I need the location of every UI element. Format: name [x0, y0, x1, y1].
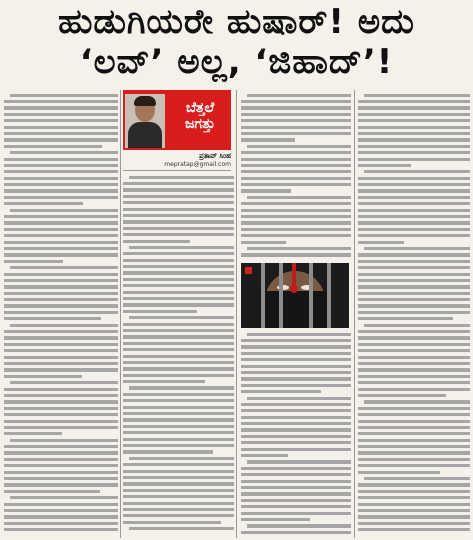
- column-title: ಬೆತ್ತಲೆ ಜಗತ್ತು: [184, 100, 216, 132]
- text-line: [358, 527, 470, 533]
- article-column-2: [123, 174, 234, 538]
- column-rule: [236, 90, 237, 538]
- author-email[interactable]: mepratap@gmail.com: [164, 161, 231, 168]
- author-name: ಪ್ರತಾಪ್ ಸಿಂಹ: [199, 152, 231, 160]
- veiled-woman-illustration: [241, 263, 349, 328]
- article-column-3-bottom: [241, 331, 351, 538]
- article-column-4: [358, 92, 470, 538]
- article-column-3-top: [241, 92, 351, 260]
- text-line: [123, 525, 234, 531]
- divider: [123, 170, 231, 171]
- headline-line-1: ಹುಡುಗಿಯರೇ ಹುಷಾರ್! ಅದು: [58, 2, 415, 42]
- text-line: [241, 252, 351, 258]
- red-marker-icon: [245, 267, 252, 274]
- author-photo: [125, 94, 165, 148]
- column-rule: [354, 90, 355, 538]
- article-column-1: [4, 92, 118, 538]
- column-rule: [120, 90, 121, 538]
- column-branding-box: [123, 90, 231, 150]
- text-line: [241, 529, 351, 535]
- text-line: [4, 527, 118, 533]
- headline-line-2: ‘ಲವ್’ ಅಲ್ಲ, ‘ಜಿಹಾದ್’!: [79, 42, 394, 82]
